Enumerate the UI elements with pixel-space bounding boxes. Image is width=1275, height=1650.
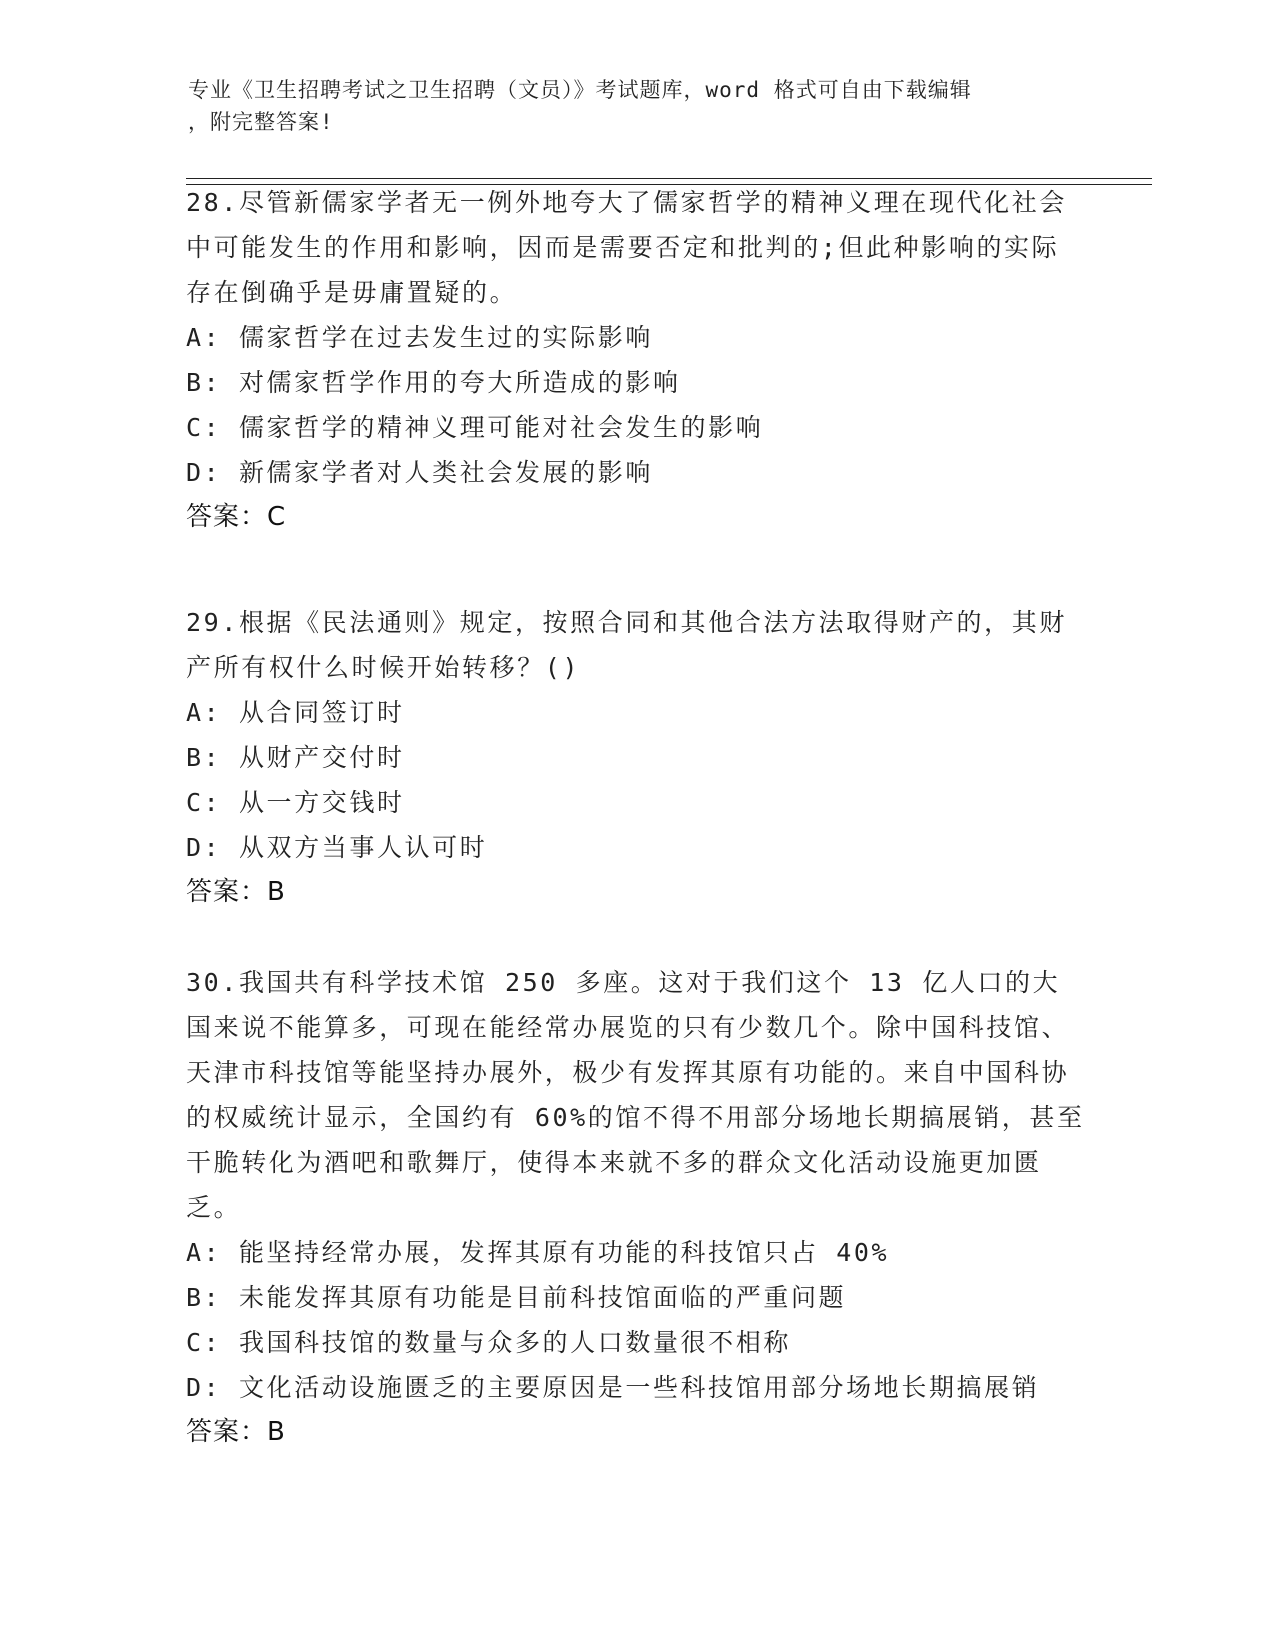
- answer: 答案：B: [186, 1417, 286, 1447]
- header-line-2: ，附完整答案!: [188, 110, 334, 134]
- option-d: D: 文化活动设施匮乏的主要原因是一些科技馆用部分场地长期搞展销: [186, 1373, 1040, 1402]
- option-d: D: 新儒家学者对人类社会发展的影响: [186, 458, 653, 487]
- question-28: [186, 180, 1086, 540]
- header-line-1: 专业《卫生招聘考试之卫生招聘（文员）》考试题库，word 格式可自由下载编辑: [188, 78, 972, 102]
- answer: 答案：C: [186, 502, 287, 532]
- question-stem: 30.我国共有科学技术馆 250 多座。这对于我们这个 13 亿人口的大国来说不能算多，可现在能经常办展览的只有少数几个。除中国科技馆、天津市科技馆等能坚持办展外，极少有发挥其原有功能的。来自中国科协的权威统计显示，全国约有 60%的馆不得不用部分场地长期搞展销，甚至干脆转化为酒吧和歌舞厅，使得本来就不多的群众文化活动设施更加匮乏。: [186, 968, 1085, 1222]
- option-b: B: 未能发挥其原有功能是目前科技馆面临的严重问题: [186, 1283, 847, 1312]
- question-29: [186, 600, 1086, 915]
- option-d: D: 从双方当事人认可时: [186, 833, 488, 862]
- option-a: A: 从合同签订时: [186, 698, 405, 727]
- question-stem: 28.尽管新儒家学者无一例外地夸大了儒家哲学的精神义理在现代化社会中可能发生的作用和影响，因而是需要否定和批判的;但此种影响的实际存在倒确乎是毋庸置疑的。: [186, 188, 1067, 307]
- question-30: [186, 960, 1086, 1455]
- option-b: B: 对儒家哲学作用的夸大所造成的影响: [186, 368, 681, 397]
- option-c: C: 从一方交钱时: [186, 788, 405, 817]
- answer: 答案：B: [186, 877, 286, 907]
- option-c: C: 我国科技馆的数量与众多的人口数量很不相称: [186, 1328, 791, 1357]
- option-b: B: 从财产交付时: [186, 743, 405, 772]
- document-header: [188, 74, 1068, 138]
- question-stem: 29.根据《民法通则》规定，按照合同和其他合法方法取得财产的，其财产所有权什么时候开始转移？(): [186, 608, 1067, 682]
- option-a: A: 能坚持经常办展，发挥其原有功能的科技馆只占 40%: [186, 1238, 890, 1267]
- option-c: C: 儒家哲学的精神义理可能对社会发生的影响: [186, 413, 764, 442]
- option-a: A: 儒家哲学在过去发生过的实际影响: [186, 323, 653, 352]
